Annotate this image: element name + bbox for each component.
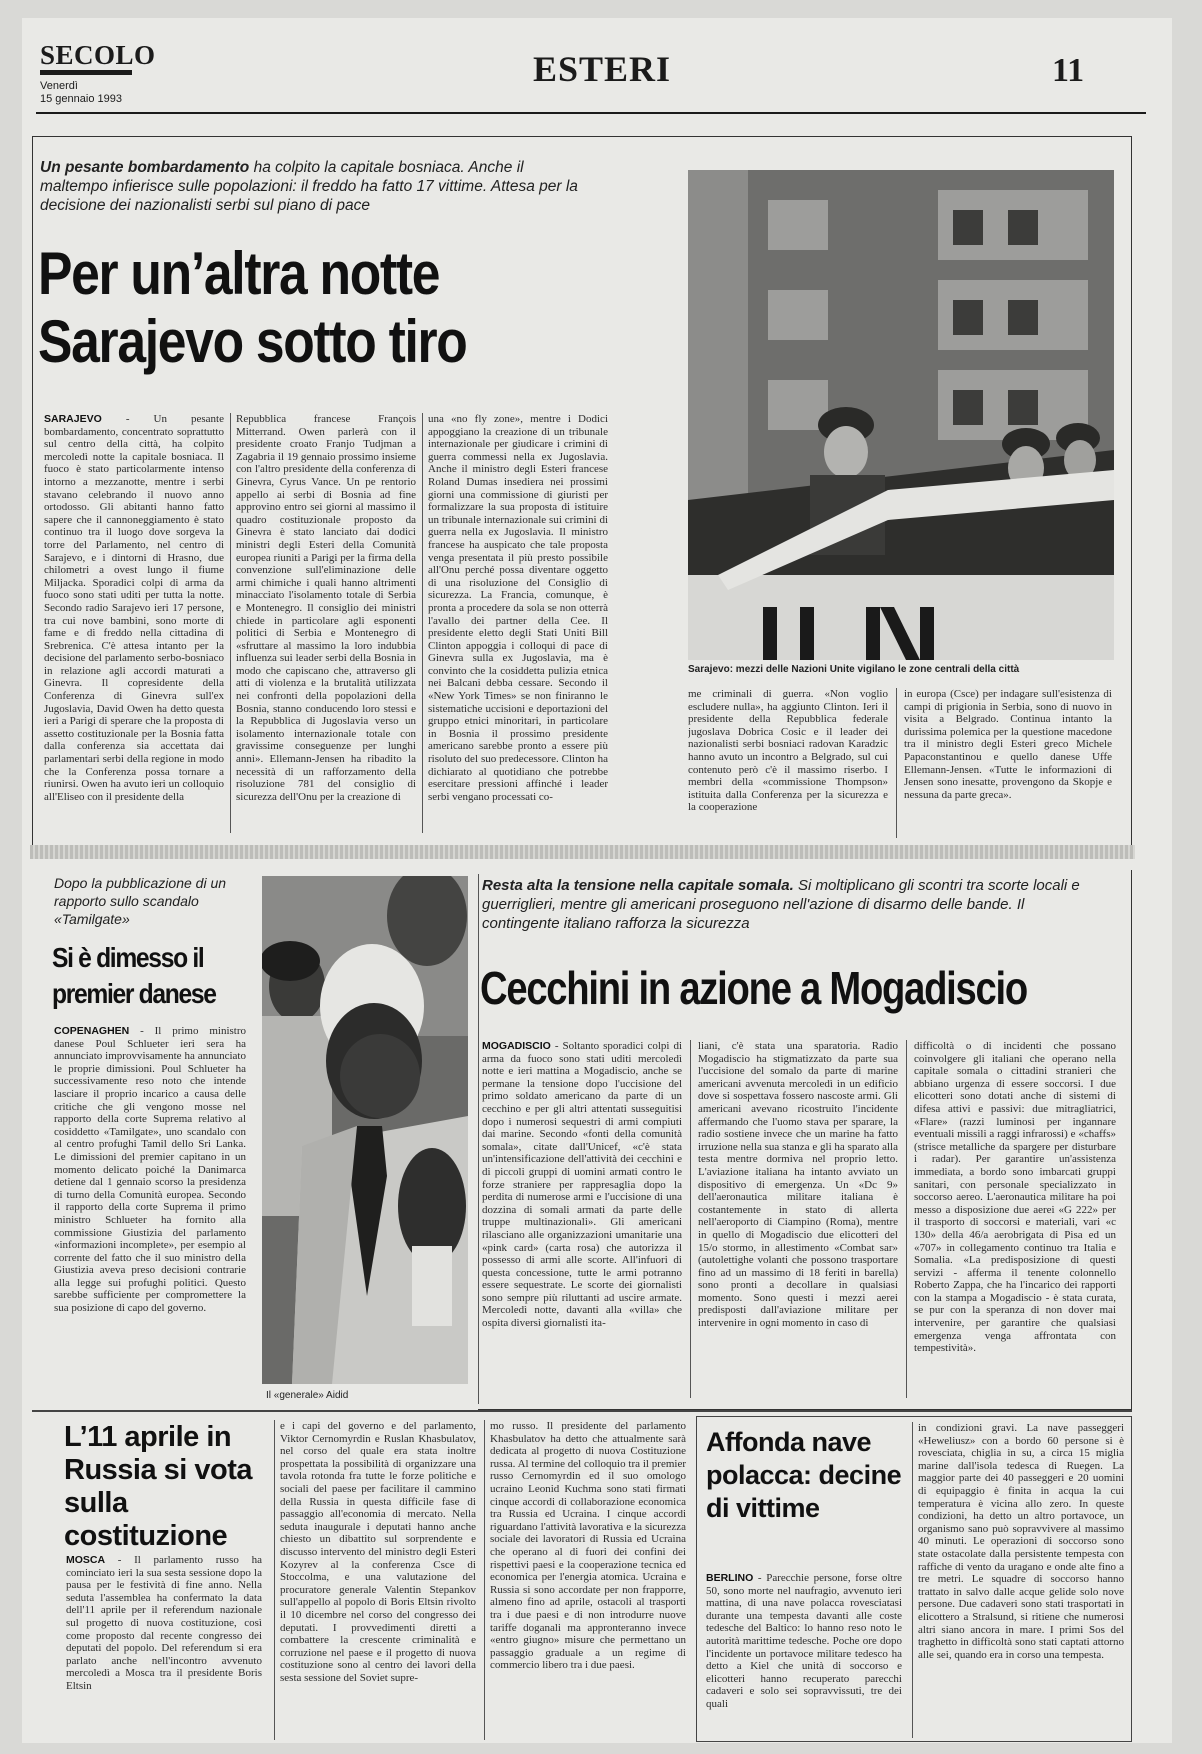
aidid-photo	[262, 876, 468, 1384]
somalia-kicker	[482, 876, 1092, 933]
page-number: 11	[1052, 52, 1085, 89]
sarajevo-column-1	[44, 413, 224, 838]
masthead-logo: SECOLO	[40, 40, 156, 70]
aidid-photo-image	[262, 876, 468, 1384]
sarajevo-column-2	[236, 413, 416, 838]
russia-col1-text: - Il parlamento russo ha cominciato ieri la sua sesta sessione dopo la pausa per le festività di fine anno. Nella seduta l'assemblea ha confermato la data dell'11 aprile per il referendum nazionale sul progetto di nuova costituzione, così come proposto dal recente congresso dei deputati del popolo. Del referendum si era parlato anche nell'incontro avvenuto mercoledì a Mosca tra il presidente Boris Eltsin	[66, 1554, 262, 1692]
column-rule	[690, 1040, 691, 1398]
somalia-col1-text: - Soltanto sporadici colpi di arma da fuoco sono stati uditi mercoledì notte e ieri mattina a Mogadiscio, anche se permane la tensione dopo l'uccisione del primo soldato americano da parte di un cecchino e per gli altri attentati susseguitisi dopo i numerosi sequestri di armi compiuti dai marine. Secondo «fonti della comunità somala», citate dall'Unicef, «c'è stata un'intensificazione dell'attività dei cecchini e di piccoli gruppi di uomini armati contro le forze straniere per rappresaglia dopo la perdita di numerose armi e l'uccisione di una dozzina di somali armati da parte delle truppe multinazionali». Gli americani rilasciano alle organizzazioni umanitarie una «pink card» (carta rosa) che autorizza il possesso di armi alle scorte. All'infuori di questa concessione, tutte le armi potranno essere sequestrate. Le scorte dei giornalisti sono sempre più riluttanti ad uscire armate. Mercoledì notte, davanti alla «villa» che ospita diversi giornalisti ita-	[482, 1040, 682, 1330]
header-rule	[36, 112, 1146, 114]
sarajevo-col5-text: in europa (Csce) per indagare sull'esistenza di campi di prigionia in Serbia, sono di nuovo in visita a Belgrado. Continua intanto la durissima polemica per la questione macedone tra il ministro degli Esteri greco Michele Papaconstantinou e quello danese Uffe Ellemann-Jensen. «Tutte le informazioni di Jensen sono inesatte, provengono da Skopje e nessuna da parte greca».	[904, 688, 1112, 801]
somalia-col2-text: liani, c'è stata una sparatoria. Radio Mogadiscio ha stigmatizzato da parte sua l'uccisione del somalo da parte di marine americani avvenuta mercoledì in un edificio dove si sospettava fossero nascoste armi. Gli americani avevano ricostruito l'incidente affermando che l'uomo stava per sparare, la radio sostiene invece che un marine ha fatto irruzione nella sua stanza e gli ha sparato alla testa mentre dormiva nel proprio letto. L'aviazione italiana ha intanto avviato un dispositivo di emergenza. Un «Dc 9» dell'aeronautica militare italiana è costantemente in stato di allerta nell'aeroporto di Ciampino (Roma), mentre in quello di Mogadiscio due elicotteri del 15/o stormo, in allestimento «Combat sar» (autolettighe volanti che possono trasportare fino ad un massimo di 18 feriti in barella) sono pronti a decollare in qualsiasi momento. Sono questi i mezzi aerei predisposti dall'aviazione militare per intervenire in ogni momento in caso di	[698, 1040, 898, 1330]
aidid-photo-caption: Il «generale» Aidid	[266, 1390, 349, 1401]
russia-column-1	[66, 1554, 262, 1740]
column-rule	[896, 688, 897, 838]
sarajevo-col2-text: Repubblica francese François Mitterrand. Owen parlerà con il presidente croato Franjo Tudjman a Zagabria il 19 gennaio prossimo insieme con l'altro presidente della conferenza di Ginevra, Cyrus Vance. Un pe rentorio appello ai serbi di Bosnia ad fine approvino entro sei giorni al massimo il quadro costituzionale proposto da Ginevra è stato lanciato dai dodici ministri degli Esteri della Comunità europea riuniti a Parigi per la firma della convenzione sull'eliminazione delle armi chimiche i quali hanno altrimenti minacciato l'isolamento totale di Serbia e Montenegro. Il consiglio dei ministri chiede in particolare agli esponenti politici di Serbia e Montenegro di «sfruttare al massimo la loro indubbia influenza sui leader serbi della Bosnia in modo che capiscano che, attraverso gli atti di violenza e la brutalità utilizzata nei confronti della popolazioni della Bosnia, stanno conducendo loro stessi e la Repubblica di Jugoslavia verso un isolamento internazionale totale con gravissime conseguenze per lunghi anni». Ellemann-Jensen ha ribadito la necessità di un rafforzamento della risoluzione 781 del consiglio di sicurezza dell'Onu per la creazione di	[236, 413, 416, 803]
issue-date-text: 15 gennaio 1993	[40, 93, 122, 105]
poland-headline: Affonda nave polacca: decine di vittime	[706, 1427, 902, 1523]
russia-headline: L’11 aprile in Russia si vota sulla costituzione	[64, 1421, 253, 1552]
sarajevo-col1-text: - Un pesante bombardamento, concentrato soprattutto sul centro della città, ha colpito mercoledì notte la capitale bosniaca. Il fuoco è stato particolarmente intenso intorno a mezzanotte, mentre i serbi stavano celebrando il nuovo anno ortodosso. Gli abitanti hanno fatto sapere che il cannoneggiamento è stato continuo tra il luogo dove sorgeva la torre del Parlamento, nel centro di Sarajevo, e i dintorni di Hrasno, due chilometri a ovest lungo il fiume Miljacka. Sporadici colpi di arma da fuoco sono stati uditi per tutta la notte. Secondo radio Sarajevo ieri 17 persone, tra cui nove bambini, sono morte di fame e di freddo nella cittadina di Srebrenica. C'è attesa intanto per la decisione del parlamento serbo-bosniaco in relazione agli accordi maturati a Ginevra. Il copresidente della Conferenza di Ginevra sull'ex Jugoslavia, David Owen ha detto questa ieri a Parigi di sperare che la proposta di assetto costituzionale per la Bosnia fatta dalla conferenza sia accettata dai parlamentari serbi della regione in modo che la Conferenza possa tornare a riunirsi. Owen ha avuto ieri un colloquio all'Eliseo con il presidente della	[44, 413, 224, 803]
somalia-column-2	[698, 1040, 898, 1402]
sarajevo-col3-text: una «no fly zone», mentre i Dodici appoggiano la creazione di un tribunale internazionale per giudicare i crimini di guerra commessi nella ex Jugoslavia. Anche il ministro degli Esteri francese Roland Dumas insediera nei prossimi giorni una commissione di giuristi per formalizzare la sua proposta di istituire un tribunale internazionale sui crimini di guerra nella ex Jugoslavia. Il ministro francese ha auspicato che tale proposta venga presentata il più presto possibile all'Onu perché possa diventare oggetto di una risoluzione del Consiglio di sicurezza. La Francia, comunque, è pronta a procedere da sola se non otterrà l'avallo dei partner della Cee. Il presidente eletto degli Stati Uniti Bill Clinton appoggia i colloqui di pace di Ginevra sulla ex Jugoslavia, ma è convinto che la cosiddetta pulizia etnica nei Balcani debba cessare. Secondo il «New York Times» se non finiranno le sistematiche uccisioni e deportazioni del gruppo etnici minoritari, in particolare in Bosnia il prossimo presidente americano sarebbe pronto a essere più risoluto del suo predecessore. Clinton ha dichiarato al quotidiano che potrebbe esercitare pressioni affinché i leader serbi vengano processati co-	[428, 413, 608, 803]
poland-col1-text: - Parecchie persone, forse oltre 50, sono morte nel naufragio, avvenuto ieri mattina, di una nave polacca rovesciatasi durante una tempesta davanti alle coste tedesche del Baltico: lo hanno reso noto le autorità marittime tedesche. Poche ore dopo l'incidente un portavoce militare tedesco ha detto a Kiel che unità di soccorso e elicotteri hanno recuperato parecchi cadaveri e solo sei sopravvissuti, tre dei quali	[706, 1572, 902, 1710]
russia-col3-text: mo russo. Il presidente del parlamento Khasbulatov ha detto che attualmente sarà dedicata al progetto di nuova Costituzione russa. Al termine del colloquio tra il premier russo Cernomyrdin ed il suo omologo ucraino Leonid Kuchma sono stati firmati cinque accordi di collaborazione economica tra Russia ed Ucraina. I cinque accordi riguardano l'attività lavorativa e la sicurezza sociale dei lavoratori di Russia ed Ucraina che operano al di fuori dei confini dei rispettivi paesi e la cooperazione tecnica ed economica per l'energia atomica. Ucraina e Russia si sono accordate per non frapporre, almeno fino ad aprile, ostacoli al trasporti tra i due paesi e di non introdurre nuove tariffe doganali ma appronteranno invece «entro giugno» misure che permettano un passaggio graduale a un regime di commercio libero tra i due paesi.	[490, 1420, 686, 1672]
poland-col2-text: in condizioni gravi. La nave passeggeri «Heweliusz» con a bordo 60 persone si è rovesciata, chiglia in su, a circa 15 miglia marine dall'isola tedesca di Ruegen. La maggior parte dei 40 passeggeri e 20 uomini di equipaggio è finita in acqua la cui temperatura è vicina allo zero. In queste condizioni, ha detto un altro portavoce, un organismo sano può sopravvivere al massimo 40 minuti. Le operazioni di soccorso sono state ostacolate dalla persistente tempesta con raffiche di vento da uragano e onde alte fino a tre metri. Le squadre di soccorso hanno trattato in salvo dalle acque gelide solo nove persone. Due cadaveri sono stati trasportati in elicottero a Stralsund, si ritiene che numerosi altri siano ancora in mare. I primi Sos del traghetto in difficoltà sono stati captati attorno alle sei, quando era in corso una tempesta.	[918, 1422, 1124, 1661]
sarajevo-photo-caption: Sarajevo: mezzi delle Nazioni Unite vigilano le zone centrali della città	[688, 664, 1020, 675]
sarajevo-kicker	[40, 158, 585, 215]
somalia-headline: Cecchini in azione a Mogadiscio	[480, 962, 1027, 1014]
masthead-underline	[40, 70, 132, 75]
sarajevo-photo	[688, 170, 1114, 660]
somalia-column-1	[482, 1040, 682, 1402]
somalia-col3-text: difficoltà o di incidenti che possano coinvolgere gli italiani che operano nella capitale somala o cittadini stranieri che abbiano urgenza di essere soccorsi. I due elicotteri sono dotati anche di sistemi di difesa attivi e passivi: due mitragliatrici, «Flare» (razzi luminosi per ingannare eventuali missili a raggi infrarossi) e «chaffs» (strisce metalliche da spargere per disturbare i radar). Per garantire un'assistenza immediata, a bordo sono imbarcati gruppi sanitari, con personale specializzato in soccorso aereo. L'aeronautica militare ha poi messo a disposizione due aerei «G 222» per il trasporto di soccorsi e materiali, vari «c 130» della 46/a aerobrigata di Pisa ed un «707» in collegamento continuo tra Italia e Somalia. «La predisposizione di questi servizi - afferma il tenente colonnello Roberto Zappa, che ha l'incarico dei rapporti con la stampa a Mogadiscio - è stata curata, se pur con la speranza di non dover mai intervenire, per garantire che qualsiasi emergenza venga affrontata con tempestività».	[914, 1040, 1116, 1355]
sarajevo-kicker-rest: ha colpito la capitale bosniaca. Anche il maltempo infierisce sulle popolazioni: il freddo ha fatto 17 vittime. Attesa per la decisione dei nazionalisti serbi sul piano di pace	[40, 159, 578, 214]
section-title: ESTERI	[532, 49, 672, 89]
denmark-headline-line2: premier danese	[52, 978, 216, 1009]
denmark-kicker: Dopo la pubblicazione di un rapporto sullo scandalo «Tamilgate»	[54, 875, 227, 927]
newspaper-page	[22, 18, 1172, 1743]
column-rule	[274, 1420, 275, 1740]
sarajevo-headline-line1: Per un’altra notte	[38, 240, 440, 307]
section-separator	[30, 845, 1135, 859]
denmark-body-text: - Il primo ministro danese Poul Schlueter ieri sera ha annunciato improvvisamente ha annunciato le proprie dimissioni. Poul Schlueter ha successivamente reso noto che intende lasciare il proprio incarico a causa delle critiche che gli vengono mosse nel rapporto della corte Suprema relativo al cosiddetto «Tamilgate», uno scandalo con al centro profughi Tamil dello Sri Lanka. Le dimissioni del premier capitano in un momento delicato poiché la Danimarca detiene dal 1 gennaio scorso la presidenza di turno della Comunità europea. Secondo il rapporto della corte Suprema il primo ministro Schlueter ha fornito alla commissione Giustizia del parlamento «informazioni incomplete», per esempio al corrente del fatto che il suo ministro della Giustizia aveva preso decisioni contrarie alla legge sui profughi politici. Questo sarebbe sufficiente per compromettere la sua posizione di capo del governo.	[54, 1025, 246, 1315]
somalia-kicker-rest: Si moltiplicano gli scontri tra scorte locali e guerriglieri, mentre gli americani proseguono nell'azione di disarmo delle bande. Il contingente italiano rafforza la sicurezza	[482, 877, 1080, 932]
sarajevo-column-4	[688, 688, 888, 840]
denmark-headline	[52, 940, 216, 1012]
denmark-dateline: COPENAGHEN	[54, 1025, 130, 1037]
bottom-section-rule	[32, 1410, 1132, 1412]
russia-dateline: MOSCA	[66, 1554, 106, 1566]
somalia-column-3	[914, 1040, 1116, 1402]
sarajevo-headline-line2: Sarajevo sotto tiro	[38, 308, 467, 375]
somalia-kicker-bold: Resta alta la tensione nella capitale somala.	[482, 877, 794, 894]
denmark-headline-line1: Si è dimesso il	[52, 942, 204, 973]
sarajevo-kicker-bold: Un pesante bombardamento	[40, 159, 250, 176]
issue-date	[40, 80, 122, 106]
column-rule	[422, 413, 423, 833]
column-rule	[230, 413, 231, 833]
sarajevo-dateline: SARAJEVO	[44, 413, 102, 425]
poland-column-2	[918, 1422, 1124, 1738]
denmark-body	[54, 1025, 246, 1405]
russia-column-3	[490, 1420, 686, 1740]
issue-day: Venerdì	[40, 80, 78, 92]
poland-column-1	[706, 1572, 902, 1738]
sarajevo-headline	[38, 240, 467, 376]
sarajevo-col4-text: me criminali di guerra. «Non voglio escludere nulla», ha aggiunto Clinton. Ieri il presidente della Repubblica federale jugoslava Dobrica Cosic e il leader dei nazionalisti serbi bosniaci radovan Karadzic hanno avuto un incontro a Belgrado, sul cui contenuto però c'è il massimo riserbo. I membri della «commissione Thompson» istituita dalla Conferenza per la sicurezza e la cooperazione	[688, 688, 888, 814]
column-rule	[906, 1040, 907, 1398]
poland-dateline: BERLINO	[706, 1572, 754, 1584]
sarajevo-photo-image	[688, 170, 1114, 660]
column-rule	[912, 1422, 913, 1738]
sarajevo-column-3	[428, 413, 608, 838]
somalia-dateline: MOGADISCIO	[482, 1040, 551, 1052]
russia-col2-text: e i capi del governo e del parlamento, Viktor Cernomyrdin e Ruslan Khasbulatov, nel corso del quale era stata inoltre prospettata la possibilità di organizzare una tavola rotonda fra tutte le forze politiche e sociali del paese per facilitare il cammino della Russia in questa difficile fase di passaggio all'economia di mercato. Nella seduta inaugurale i deputati hanno anche chiesto un dibattito sul sorprendente e discusso intervento del ministro degli Esteri Kozyrev al la conferenza Csce di Stoccolma, e una valutazione del procuratore generale Valentin Stepankov sull'appello al popolo di Boris Eltsin rivolto il 10 dicembre nel corso del congresso dei deputati. I provvedimenti diretti a combattere la crescente criminalità e corruzione nel paese e il progetto di nuova costituzione sono al centro dei lavori della sesta sessione del Soviet supre-	[280, 1420, 476, 1684]
column-rule	[484, 1420, 485, 1740]
russia-column-2	[280, 1420, 476, 1740]
sarajevo-column-5	[904, 688, 1112, 840]
